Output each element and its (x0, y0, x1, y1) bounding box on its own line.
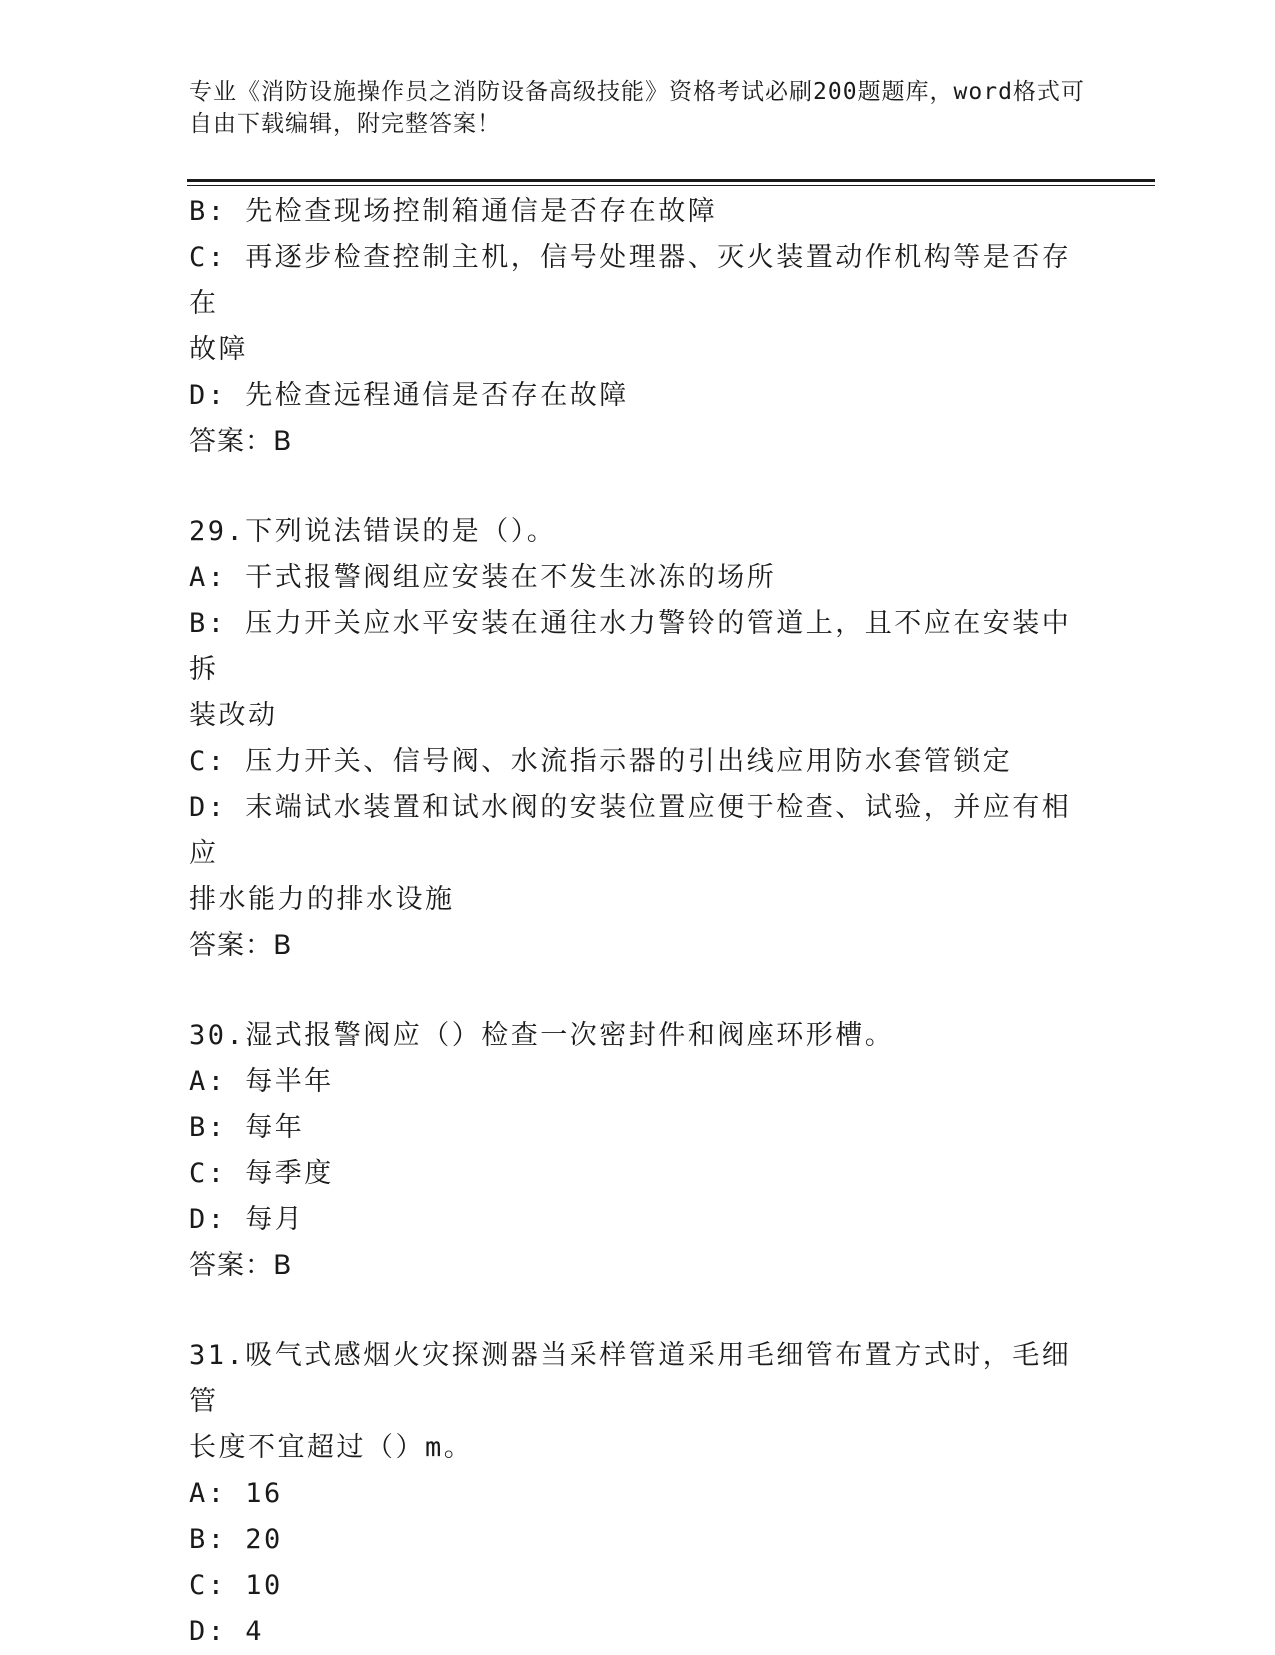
option-c: C: 10 (189, 1570, 283, 1601)
option-a: A: 每半年 (189, 1066, 334, 1097)
option-b-continued: 装改动 (189, 700, 278, 731)
question-list (189, 189, 1089, 1655)
answer-label: 答案：B (189, 426, 293, 457)
option-b: B: 先检查现场控制箱通信是否存在故障 (189, 196, 718, 227)
question-spacer (189, 969, 1089, 1013)
option-c: C: 再逐步检查控制主机，信号处理器、灭火装置动作机构等是否存在 (189, 242, 1072, 319)
question-text: 29.下列说法错误的是（）。 (189, 516, 557, 547)
document-header: 专业《消防设施操作员之消防设备高级技能》资格考试必刷200题题库，word格式可自由下载编辑，附完整答案！ (189, 79, 1085, 137)
question-text: 31.吸气式感烟火灾探测器当采样管道采用毛细管布置方式时，毛细管 (189, 1340, 1072, 1417)
option-c: C: 压力开关、信号阀、水流指示器的引出线应用防水套管锁定 (189, 746, 1013, 777)
header-divider-thick (187, 179, 1155, 182)
question-block-30 (189, 1013, 1089, 1289)
option-a: A: 16 (189, 1478, 283, 1509)
question-text-continued: 长度不宜超过（）m。 (189, 1432, 474, 1463)
option-d-continued: 排水能力的排水设施 (189, 884, 455, 915)
option-c-continued: 故障 (189, 334, 248, 365)
header-divider-thin (187, 185, 1155, 186)
option-b: B: 每年 (189, 1112, 305, 1143)
question-block-28 (189, 189, 1089, 465)
answer-label: 答案：B (189, 1250, 293, 1281)
question-spacer (189, 1289, 1089, 1333)
question-block-31 (189, 1333, 1089, 1655)
question-spacer (189, 465, 1089, 509)
option-d: D: 4 (189, 1616, 265, 1647)
question-block-29 (189, 509, 1089, 969)
option-d: D: 末端试水装置和试水阀的安装位置应便于检查、试验，并应有相应 (189, 792, 1072, 869)
option-a: A: 干式报警阀组应安装在不发生冰冻的场所 (189, 562, 777, 593)
option-b: B: 压力开关应水平安装在通往水力警铃的管道上，且不应在安装中拆 (189, 608, 1072, 685)
answer-label: 答案：B (189, 930, 293, 961)
option-d: D: 每月 (189, 1204, 305, 1235)
option-c: C: 每季度 (189, 1158, 334, 1189)
option-d: D: 先检查远程通信是否存在故障 (189, 380, 629, 411)
question-text: 30.湿式报警阀应（）检查一次密封件和阀座环形槽。 (189, 1020, 895, 1051)
option-b: B: 20 (189, 1524, 283, 1555)
